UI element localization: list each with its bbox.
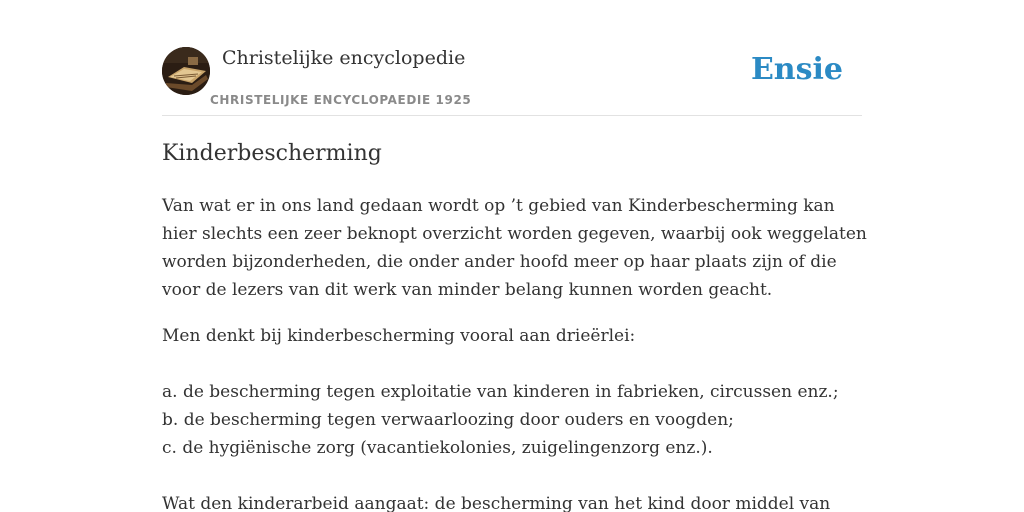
- site-title[interactable]: Christelijke encyclopedie: [222, 47, 466, 69]
- article-paragraph-2: Men denkt bij kinderbescherming vooral aan drieërlei:: [162, 326, 636, 346]
- list-item: c. de hygiënische zorg (vacantiekolonies, zuigelingenzorg enz.).: [162, 438, 713, 458]
- brand-logo[interactable]: Ensie: [750, 52, 843, 87]
- paragraph-line: hier slechts een zeer beknopt overzicht worden gegeven, waarbij ook weggelaten: [162, 224, 867, 244]
- article-paragraph-3: Wat den kinderarbeid aangaat: de bescherming van het kind door middel van: [162, 494, 831, 512]
- site-subtitle: CHRISTELIJKE ENCYCLOPAEDIE 1925: [210, 93, 472, 107]
- paragraph-line: voor de lezers van dit werk van minder belang kunnen worden geacht.: [162, 280, 773, 300]
- article-list: [162, 378, 862, 462]
- article-title: Kinderbescherming: [162, 141, 382, 166]
- article-body: [162, 192, 867, 512]
- list-item: b. de bescherming tegen verwaarloozing door ouders en voogden;: [162, 410, 734, 430]
- article-paragraph-1: [162, 192, 867, 304]
- paragraph-line: Van wat er in ons land gedaan wordt op ’t gebied van Kinderbescherming kan: [162, 196, 835, 216]
- book-avatar-icon[interactable]: [162, 47, 210, 95]
- site-header: [162, 46, 862, 116]
- paragraph-line: worden bijzonderheden, die onder ander hoofd meer op haar plaats zijn of die: [162, 252, 837, 272]
- list-item: a. de bescherming tegen exploitatie van kinderen in fabrieken, circussen enz.;: [162, 382, 839, 402]
